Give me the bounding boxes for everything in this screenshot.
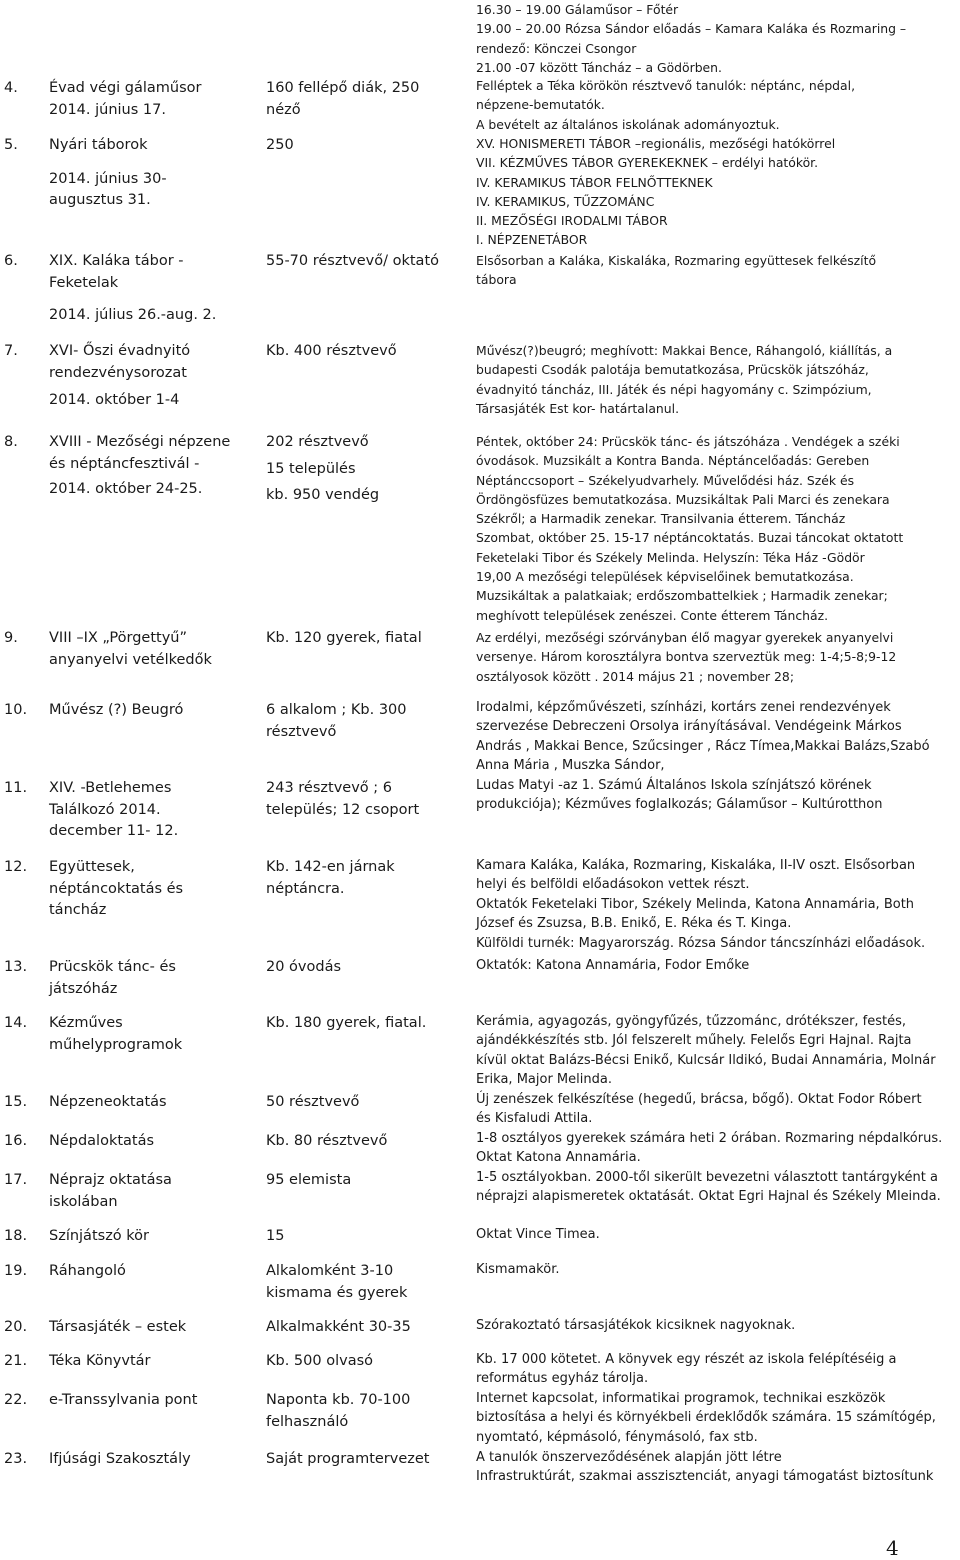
row-number: 8. [4,434,18,450]
participant-count: Kb. 500 olvasó [266,1353,374,1369]
row-number: 12. [4,859,28,875]
row-number: 22. [4,1392,28,1408]
event-description: Kamara Kaláka, Kaláka, Rozmaring, Kiskaláka, II-IV oszt. Elsősorban helyi és belföldi előadásokon vettek részt. Oktatók Feketelaki Tibor, Székely Melinda, Katona Annamária, Both József és Zsuzsa, B.B. Enikő, E. Réka és T. Kinga. Külföldi turnék: Magyarország. Rózsa Sándor táncszínházi előadások. [476,858,926,951]
row-number: 20. [4,1319,28,1335]
participant-count: Kb. 80 résztvevő [266,1133,388,1149]
row-number: 10. [4,702,28,718]
event-description: Szórakoztató társasjátékok kicsiknek nagyoknak. [476,1318,796,1333]
row-number: 14. [4,1015,28,1031]
row-number: 4. [4,80,18,96]
event-name: Művész (?) Beugró [49,702,184,718]
participant-count: Naponta kb. 70-100 felhasználó [266,1392,411,1430]
event-name: Színjátszó kör [49,1228,149,1244]
event-description: Kerámia, agyagozás, gyöngyfűzés, tűzzománc, drótékszer, festés, ajándékkészítés stb. Jól felszerelt műhely. Felelős Egri Hajnal. Rajta kívül oktat Balázs-Bécsi Enikő, Kulcsár Ildikó, Budai Annamária, Molnár Erika, Major Melinda. [476,1014,936,1088]
schedule-line: 16.30 – 19.00 Gálaműsor – Főtér [476,2,679,17]
event-name: Ráhangoló [49,1263,126,1279]
event-name: Együttesek, néptáncoktatás és táncház [49,859,184,918]
event-description: Felléptek a Téka körökön résztvevő tanulók: néptánc, népdal, népzene-bemutatók. A bevételt az általános iskolának adományoztuk. [476,78,856,132]
event-description: Kb. 17 000 kötetet. A könyvek egy részét az iskola felépítéséig a református egyház tárolja. [476,1352,897,1387]
event-description: Oktat Vince Timea. [476,1227,600,1242]
row-number: 18. [4,1228,28,1244]
participant-count: 95 elemista [266,1172,352,1188]
schedule-line: rendező: Könczei Csongor [476,40,637,56]
participant-count: Kb. 180 gyerek, fiatal. [266,1015,427,1031]
event-name: Néprajz oktatása iskolában [49,1172,172,1210]
row-number: 15. [4,1094,28,1110]
event-description: Elsősorban a Kaláka, Kiskaláka, Rozmaring együttesek felkészítő tábora [476,253,877,288]
event-name: Népdaloktatás [49,1133,155,1149]
participant-count: 160 fellépő diák, 250 néző [266,80,420,118]
participant-count: Kb. 120 gyerek, fiatal [266,630,422,646]
row-number: 17. [4,1172,28,1188]
row-number: 5. [4,137,18,153]
event-description: Az erdélyi, mezőségi szórványban élő magyar gyerekek anyanyelvi versenye. Három korosztályra bontva szerveztük meg: 1-4;5-8;9-12 osztályosok között . 2014 május 21 ; november 28; [476,630,897,684]
event-name: e-Transsylvania pont [49,1392,198,1408]
row-number: 23. [4,1451,28,1467]
participant-count: Kb. 142-en járnak néptáncra. [266,859,395,897]
row-number: 16. [4,1133,28,1149]
event-name: XIV. -Betlehemes Találkozó 2014. december 11- 12. [49,780,179,839]
event-name: XVI- Őszi évadnyitó rendezvénysorozat 2014. október 1-4 [49,343,191,408]
event-name: Népzeneoktatás [49,1094,167,1110]
page-number: 4 [886,1536,899,1560]
row-number: 6. [4,253,18,269]
row-number: 9. [4,630,18,646]
participant-count: Alkalomként 3-10 kismama és gyerek [266,1263,408,1301]
event-name: Évad végi gálaműsor 2014. június 17. [49,80,202,118]
row-number: 11. [4,780,28,796]
participant-count: Alkalmakként 30-35 [266,1319,411,1335]
event-name: VIII –IX „Pörgettyű” anyanyelvi vetélkedők [49,630,212,668]
event-description: Internet kapcsolat, informatikai programok, technikai eszközök biztosítása a helyi és környékbeli érdeklődők számára. 15 számítógép, nyomtató, képmásoló, fénymásoló, fax stb. [476,1391,936,1445]
event-description: Irodalmi, képzőművészeti, színházi, kortárs zenei rendezvények szervezése Debreczeni Orsolya irányításával. Vendégeink Márkos András , Makkai Bence, Szűcsinger , Rácz Tímea,Makkai Balázs,Szabó Anna Mária , Muszka Sándor, [476,700,930,774]
participant-count: Kb. 400 résztvevő [266,343,397,359]
participant-count: Saját programtervezet [266,1451,430,1467]
event-description: Kismamakör. [476,1262,560,1277]
event-description: Új zenészek felkészítése (hegedű, brácsa, bőgő). Oktat Fodor Róbert és Kisfaludi Attila. [476,1092,922,1127]
event-name: XVIII - Mezőségi népzene és néptáncfesztivál - 2014. október 24-25. [49,434,231,497]
participant-count: 15 [266,1228,285,1244]
participant-count: 6 alkalom ; Kb. 300 résztvevő [266,702,407,740]
row-number: 7. [4,343,18,359]
participant-count: 20 óvodás [266,959,342,975]
event-description: XV. HONISMERETI TÁBOR –regionális, mezőségi hatókörrel VII. KÉZMŰVES TÁBOR GYEREKEKNEK – erdélyi hatókör. IV. KERAMIKUS TÁBOR FELNŐTTEKNEK IV. KERAMIKUS, TŰZZOMÁNC II. MEZŐSÉGI IRODALMI TÁBOR I. NÉPZENETÁBOR [476,136,836,248]
participant-count: 250 [266,137,294,153]
event-description: Péntek, október 24: Prücskök tánc- és játszóháza . Vendégek a széki óvodások. Muzsikált a Kontra Banda. Néptáncelőadás: Gereben Néptánccsoport – Székelyudvarhely. Művelődési ház. Szék és Ördöngösfüzes bemutatkozása. Muzsikáltak Pali Marci és zenekara Székről; a Harmadik zenekar. Transilvania étterem. Táncház Szombat, október 25. 15-17 néptáncoktatás. Buzai táncokat oktatott Feketelaki Tibor és Székely Melinda. Helyszín: Téka Ház -Gödör 19,00 A mezőségi települések képviselőinek bemutatkozása. Muzsikáltak a palatkaiak; erdőszombattelkiek ; Harmadik zenekar; meghívott települések zenészei. Conte étterem Táncház. [476,434,904,623]
schedule-line: 21.00 -07 között Táncház – a Gödörben. [476,59,722,75]
row-number: 13. [4,959,28,975]
event-name: Prücskök tánc- és játszóház [49,959,176,997]
event-description: 1-5 osztályokban. 2000-től sikerült bevezetni választott tantárgyként a néprajzi alapismeretek oktatását. Oktat Egri Hajnal és Székely Mleinda. [476,1170,941,1205]
participant-count: 202 résztvevő 15 település kb. 950 vendég [266,434,380,503]
event-description: 1-8 osztályos gyerekek számára heti 2 órában. Rozmaring népdalkórus. Oktat Katona Annamária. [476,1131,943,1166]
participant-count: 243 résztvevő ; 6 település; 12 csoport [266,780,420,818]
event-name: Társasjáték – estek [49,1319,187,1335]
event-description: A tanulók önszerveződésének alapján jött létre Infrastruktúrát, szakmai asszisztenciát, anyagi támogatást biztosítunk [476,1450,934,1485]
event-description: Művész(?)beugró; meghívott: Makkai Bence, Ráhangoló, kiállítás, a budapesti Csodák palotája bemutatkozása, Prücskök játszóház, évadnyitó táncház, III. Játék és népi hagyomány c. Szimpózium, Társasjáték Est kor- határtalanul. [476,343,893,416]
event-description: Oktatók: Katona Annamária, Fodor Emőke [476,958,750,973]
event-name: XIX. Kaláka tábor - Feketelak 2014. július 26.-aug. 2. [49,253,217,323]
program-schedule [476,0,956,77]
event-name: Nyári táborok 2014. június 30- augusztus 31. [49,137,167,208]
row-number: 21. [4,1353,28,1369]
row-number: 19. [4,1263,28,1279]
event-name: Kézműves műhelyprogramok [49,1015,183,1053]
event-name: Ifjúsági Szakosztály [49,1451,191,1467]
participant-count: 50 résztvevő [266,1094,360,1110]
participant-count: 55-70 résztvevő/ oktató [266,253,440,269]
event-name: Téka Könyvtár [49,1353,151,1369]
event-description: Ludas Matyi -az 1. Számú Általános Iskola színjátszó körének produkciója); Kézműves foglalkozás; Gálaműsor – Kultúrotthon [476,778,883,813]
schedule-line: 19.00 – 20.00 Rózsa Sándor előadás – Kamara Kaláka és Rozmaring – [476,21,907,37]
